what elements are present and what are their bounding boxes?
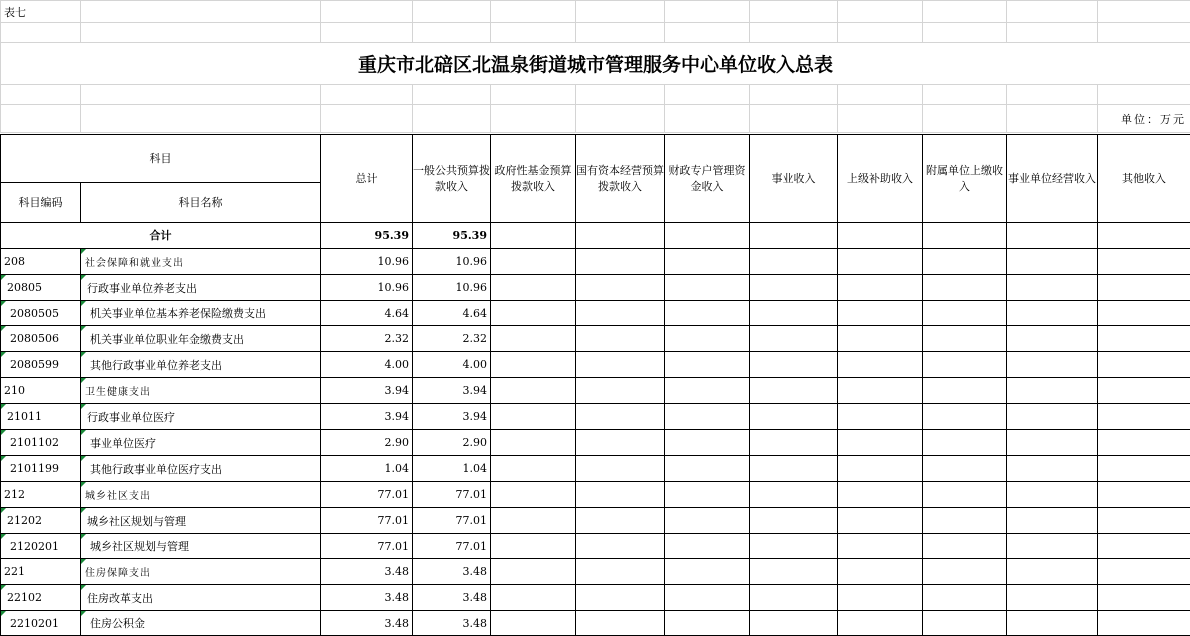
row-total: 10.96 (321, 275, 413, 301)
cell-note-marker-icon (81, 559, 86, 564)
cell-note-marker-icon (81, 249, 86, 254)
cell-note-marker-icon (1, 585, 6, 590)
table-row (1, 585, 1190, 611)
row-name: 社会保障和就业支出 (81, 249, 321, 275)
page-title: 重庆市北碚区北温泉街道城市管理服务中心单位收入总表 (1, 43, 1190, 85)
row-total: 2.32 (321, 326, 413, 352)
cell-note-marker-icon (81, 275, 86, 280)
row-name: 行政事业单位养老支出 (81, 275, 321, 301)
table-row (1, 456, 1190, 482)
table-label: 表七 (1, 1, 81, 23)
cell-note-marker-icon (1, 352, 6, 357)
row-general: 4.64 (413, 301, 491, 326)
row-total: 3.94 (321, 378, 413, 404)
cell-note-marker-icon (81, 482, 86, 487)
row-code: 221 (1, 559, 81, 585)
header-code: 科目编码 (1, 183, 81, 223)
table-row (1, 275, 1190, 301)
row-name: 城乡社区规划与管理 (81, 508, 321, 534)
row-total: 4.64 (321, 301, 413, 326)
cell-note-marker-icon (81, 508, 86, 513)
cell-note-marker-icon (81, 378, 86, 383)
header-general-budget: 一般公共预算拨款收入 (413, 135, 491, 223)
income-summary-sheet (0, 0, 1190, 133)
total-label: 合计 (1, 223, 321, 249)
cell-note-marker-icon (1, 326, 6, 331)
row-code: 2080506 (1, 326, 81, 352)
header-total: 总计 (321, 135, 413, 223)
table-row (1, 249, 1190, 275)
row-code: 208 (1, 249, 81, 275)
row-name: 城乡社区规划与管理 (81, 534, 321, 559)
row-general: 77.01 (413, 534, 491, 559)
row-general: 2.90 (413, 430, 491, 456)
table-row (1, 559, 1190, 585)
row-name: 其他行政事业单位医疗支出 (81, 456, 321, 482)
header-operating-income: 事业单位经营收入 (1007, 135, 1098, 223)
row-name: 行政事业单位医疗 (81, 404, 321, 430)
row-total: 4.00 (321, 352, 413, 378)
row-general: 10.96 (413, 249, 491, 275)
row-name: 住房公积金 (81, 611, 321, 636)
row-code: 2101102 (1, 430, 81, 456)
table-row (1, 378, 1190, 404)
row-general: 2.32 (413, 326, 491, 352)
header-other-income: 其他收入 (1098, 135, 1190, 223)
cell-note-marker-icon (81, 301, 86, 306)
row-total: 77.01 (321, 534, 413, 559)
cell-note-marker-icon (81, 326, 86, 331)
cell-note-marker-icon (1, 430, 6, 435)
row-general: 3.48 (413, 559, 491, 585)
row-general: 3.94 (413, 378, 491, 404)
row-general: 77.01 (413, 482, 491, 508)
row-code: 21202 (1, 508, 81, 534)
table-row (1, 404, 1190, 430)
row-total: 2.90 (321, 430, 413, 456)
row-name: 城乡社区支出 (81, 482, 321, 508)
cell-note-marker-icon (81, 456, 86, 461)
total-general: 95.39 (413, 223, 491, 249)
row-general: 77.01 (413, 508, 491, 534)
total-row (1, 223, 1190, 249)
row-code: 2080505 (1, 301, 81, 326)
row-name: 机关事业单位基本养老保险缴费支出 (81, 301, 321, 326)
income-table (0, 134, 1190, 636)
row-total: 77.01 (321, 482, 413, 508)
row-general: 3.48 (413, 611, 491, 636)
cell-note-marker-icon (81, 611, 86, 616)
row-total: 3.94 (321, 404, 413, 430)
row-total: 3.48 (321, 611, 413, 636)
row-total: 10.96 (321, 249, 413, 275)
table-row (1, 301, 1190, 326)
table-row (1, 326, 1190, 352)
row-name: 住房改革支出 (81, 585, 321, 611)
table-row (1, 508, 1190, 534)
cell-note-marker-icon (1, 534, 6, 539)
row-code: 212 (1, 482, 81, 508)
row-code: 2120201 (1, 534, 81, 559)
cell-note-marker-icon (81, 585, 86, 590)
row-code: 2210201 (1, 611, 81, 636)
table-row (1, 482, 1190, 508)
row-name: 住房保障支出 (81, 559, 321, 585)
row-total: 1.04 (321, 456, 413, 482)
row-name: 事业单位医疗 (81, 430, 321, 456)
row-code: 20805 (1, 275, 81, 301)
header-superior-subsidy: 上级补助收入 (838, 135, 923, 223)
cell-note-marker-icon (1, 611, 6, 616)
header-name: 科目名称 (81, 183, 321, 223)
row-total: 77.01 (321, 508, 413, 534)
header-special-account: 财政专户管理资金收入 (665, 135, 750, 223)
row-name: 其他行政事业单位养老支出 (81, 352, 321, 378)
row-code: 22102 (1, 585, 81, 611)
table-row (1, 534, 1190, 559)
header-business-income: 事业收入 (750, 135, 838, 223)
row-total: 3.48 (321, 559, 413, 585)
row-general: 3.94 (413, 404, 491, 430)
table-row (1, 611, 1190, 636)
cell-note-marker-icon (1, 404, 6, 409)
row-name: 卫生健康支出 (81, 378, 321, 404)
row-code: 21011 (1, 404, 81, 430)
header-gov-fund: 政府性基金预算拨款收入 (491, 135, 576, 223)
header-subject: 科目 (1, 135, 321, 183)
header-state-capital: 国有资本经营预算拨款收入 (576, 135, 665, 223)
cell-note-marker-icon (81, 352, 86, 357)
row-general: 4.00 (413, 352, 491, 378)
row-code: 2080599 (1, 352, 81, 378)
cell-note-marker-icon (1, 301, 6, 306)
header-affiliated-remit: 附属单位上缴收入 (923, 135, 1007, 223)
cell-note-marker-icon (81, 534, 86, 539)
cell-note-marker-icon (1, 456, 6, 461)
row-code: 2101199 (1, 456, 81, 482)
row-general: 1.04 (413, 456, 491, 482)
unit-label: 单位：万元 (1098, 105, 1190, 133)
cell-note-marker-icon (1, 275, 6, 280)
total-sum: 95.39 (321, 223, 413, 249)
row-total: 3.48 (321, 585, 413, 611)
row-general: 3.48 (413, 585, 491, 611)
cell-note-marker-icon (81, 404, 86, 409)
table-row (1, 430, 1190, 456)
cell-note-marker-icon (1, 508, 6, 513)
cell-note-marker-icon (81, 430, 86, 435)
table-row (1, 352, 1190, 378)
row-code: 210 (1, 378, 81, 404)
row-general: 10.96 (413, 275, 491, 301)
row-name: 机关事业单位职业年金缴费支出 (81, 326, 321, 352)
